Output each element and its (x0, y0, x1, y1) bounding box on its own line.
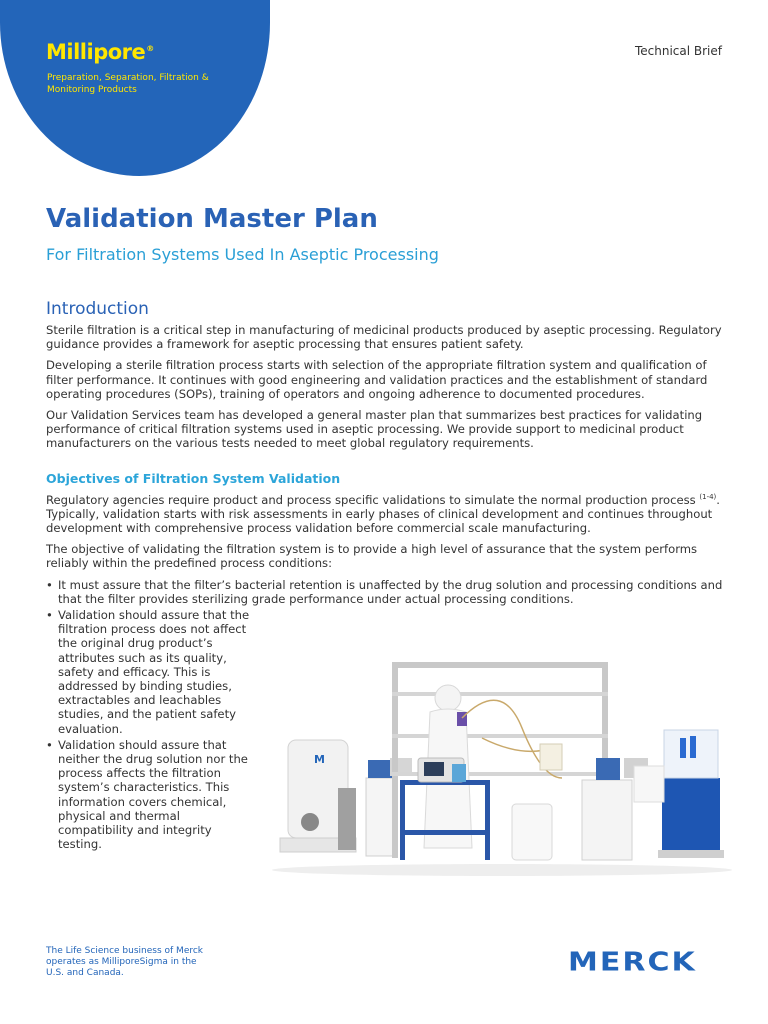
registered-mark: ® (146, 44, 154, 53)
list-item: • It must assure that the filter’s bacterial retention is unaffected by the drug solution and processing conditions and that the filter provides sterilizing grade performance under actual processing conditions. (46, 578, 726, 606)
millipore-logo: Millipore® (46, 40, 154, 64)
objectives-paragraph-2: The objective of validating the filtration system is to provide a high level of assurance that the system performs reliably within the predefined process conditions: (46, 542, 698, 571)
intro-paragraph-3: Our Validation Services team has developed a general master plan that summarizes best practices for validating performance of critical filtration systems used in aseptic processing. We provide support to medicinal product manufacturers on the various tests needed to meet global regulatory requirements. (46, 408, 703, 451)
document-type-label: Technical Brief (634, 44, 722, 58)
merck-logo: MERCK (568, 947, 697, 978)
document-title: Validation Master Plan (46, 204, 378, 234)
intro-paragraph-2: Developing a sterile filtration process starts with selection of the appropriate filtration system and qualification of filter performance. It continues with good engineering and validation practices and the establishment of standard operating procedures (SOPs), training of operators and ongoing adherence to documented procedures. (46, 358, 708, 401)
filtration-equipment-photo (262, 648, 742, 880)
footer-note: The Life Science business of Merck operates as MilliporeSigma in the U.S. and Canada. (46, 946, 204, 978)
svg-text:M: M (314, 753, 325, 766)
document-subtitle: For Filtration Systems Used In Aseptic Processing (46, 245, 439, 264)
list-item: • Validation should assure that the filtration process does not affect the original drug product’s attributes such as its quality, safety and efficacy. This is addressed by binding studies, extractables and leachables studies, and the patient safety evaluation. (46, 608, 258, 736)
list-item: • Validation should assure that neither the drug solution nor the process affects the filtration system’s characteristics. This information covers chemical, physical and thermal compatibility and integrity testing. (46, 738, 258, 852)
objectives-heading: Objectives of Filtration System Validation (46, 470, 341, 486)
brand-tagline: Preparation, Separation, Filtration & Monitoring Products (47, 73, 209, 95)
intro-paragraph-1: Sterile filtration is a critical step in manufacturing of medicinal products produced by aseptic processing. Regulatory guidance provides a framework for aseptic processing that ensures patient safety. (46, 323, 722, 352)
objectives-list (46, 578, 726, 606)
reference-citation: (1-4) (699, 492, 717, 501)
introduction-heading: Introduction (46, 299, 149, 319)
objectives-paragraph-1: Regulatory agencies require product and process specific validations to simulate the normal production process $^{(1-4)}$. Typically, validation starts with risk assessments in early phases of clinical development and continues throughout development with comprehensive process validation before commercial scale manufacturing. (46, 492, 720, 536)
